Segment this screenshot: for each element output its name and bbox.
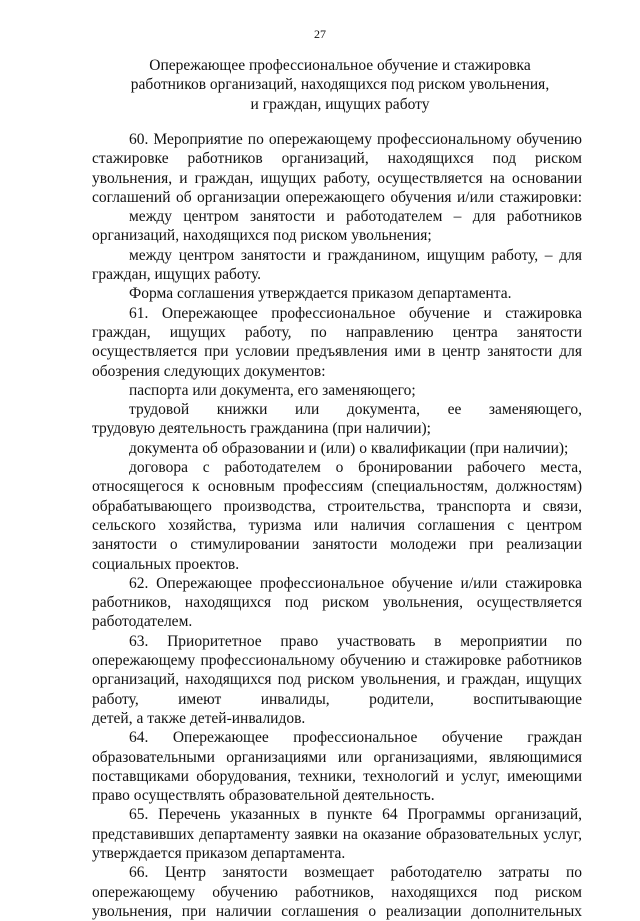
text-line: 62. Опережающее профессиональное обучение и/или стажировка <box>129 574 582 592</box>
section-heading <box>60 56 620 114</box>
text-line: работников, находящихся под риском увольнения, осуществляется <box>92 594 582 612</box>
text-line: утверждается приказом департамента. <box>92 844 346 862</box>
text-line: опережающему обучению работников, находящихся под риском <box>92 883 582 901</box>
text-line: 65. Перечень указанных в пункте 64 Программы организаций, <box>129 806 582 824</box>
text-line: паспорта или документа, его заменяющего; <box>129 381 416 399</box>
text-line: 60. Мероприятие по опережающему профессиональному обучению <box>129 131 582 148</box>
text-line: сельского хозяйства, туризма или наличия соглашения с центром <box>92 516 582 534</box>
text-line: трудовую деятельность гражданина (при наличии); <box>92 420 431 438</box>
text-line: право осуществлять образовательной деятельность. <box>92 787 435 805</box>
text-line: относящегося к основным профессиям (специальностям, должностям) <box>92 478 582 496</box>
text-line: обрабатывающего производства, строительства, транспорта и связи, <box>92 497 582 515</box>
text-line: стажировке работников организаций, находящихся под риском <box>92 150 582 168</box>
text-line: образовательными организациями или организациями, являющимися <box>92 748 582 766</box>
text-line: граждан, ищущих работу, по направлению центра занятости <box>92 323 582 341</box>
text-line: увольнения, при наличии соглашения о реализации дополнительных <box>92 902 582 920</box>
heading-line: и граждан, ищущих работу <box>250 95 430 113</box>
text-line: трудовой книжки или документа, ее заменяющего, <box>129 401 582 419</box>
body-text <box>92 130 582 921</box>
text-line: работодателем. <box>92 613 193 631</box>
text-line: соглашений об организации опережающего обучения и/или стажировки: <box>92 188 582 206</box>
text-line: обозрения следующих документов: <box>92 362 326 380</box>
text-line: договора с работодателем о бронировании рабочего места, <box>129 459 582 477</box>
text-line: организаций, находящихся под риском увольнения, и граждан, ищущих <box>92 671 582 689</box>
text-line: поставщиками оборудования, техники, технологий и услуг, имеющими <box>92 767 582 785</box>
heading-line: работников организаций, находящихся под риском увольнения, <box>130 76 550 94</box>
text-line: детей, а также детей-инвалидов. <box>92 709 306 727</box>
text-line: 61. Опережающее профессиональное обучение и стажировка <box>129 304 582 322</box>
text-line: 64. Опережающее профессиональное обучение граждан <box>129 729 582 747</box>
text-line: Форма соглашения утверждается приказом департамента. <box>129 285 512 303</box>
text-line: осуществляется при условии предъявления ими в центр занятости для <box>92 343 582 361</box>
text-line: между центром занятости и работодателем – для работников <box>129 208 582 226</box>
text-line: работу, имеют инвалиды, родители, воспитывающие <box>92 690 582 708</box>
text-line: социальных проектов. <box>92 555 240 573</box>
text-line: опережающему профессиональному обучению и стажировке работников <box>92 652 582 670</box>
text-line: между центром занятости и гражданином, ищущим работу, – для <box>129 246 582 264</box>
text-line: увольнения, и граждан, ищущих работу, осуществляется на основании <box>92 169 582 187</box>
text-line: 66. Центр занятости возмещает работодателю затраты по <box>129 864 582 882</box>
text-line: занятости о стимулировании занятости молодежи при реализации <box>92 536 582 554</box>
text-line: представивших департаменту заявки на оказание образовательных услуг, <box>92 825 582 843</box>
text-line: граждан, ищущих работу. <box>92 266 262 284</box>
text-line: документа об образовании и (или) о квалификации (при наличии); <box>129 439 569 457</box>
heading-line: Опережающее профессиональное обучение и стажировка <box>149 57 531 74</box>
text-line: 63. Приоритетное право участвовать в мероприятии по <box>129 632 582 650</box>
page-number: 27 <box>314 27 326 41</box>
text-line: организаций, находящихся под риском увольнения; <box>92 227 432 245</box>
